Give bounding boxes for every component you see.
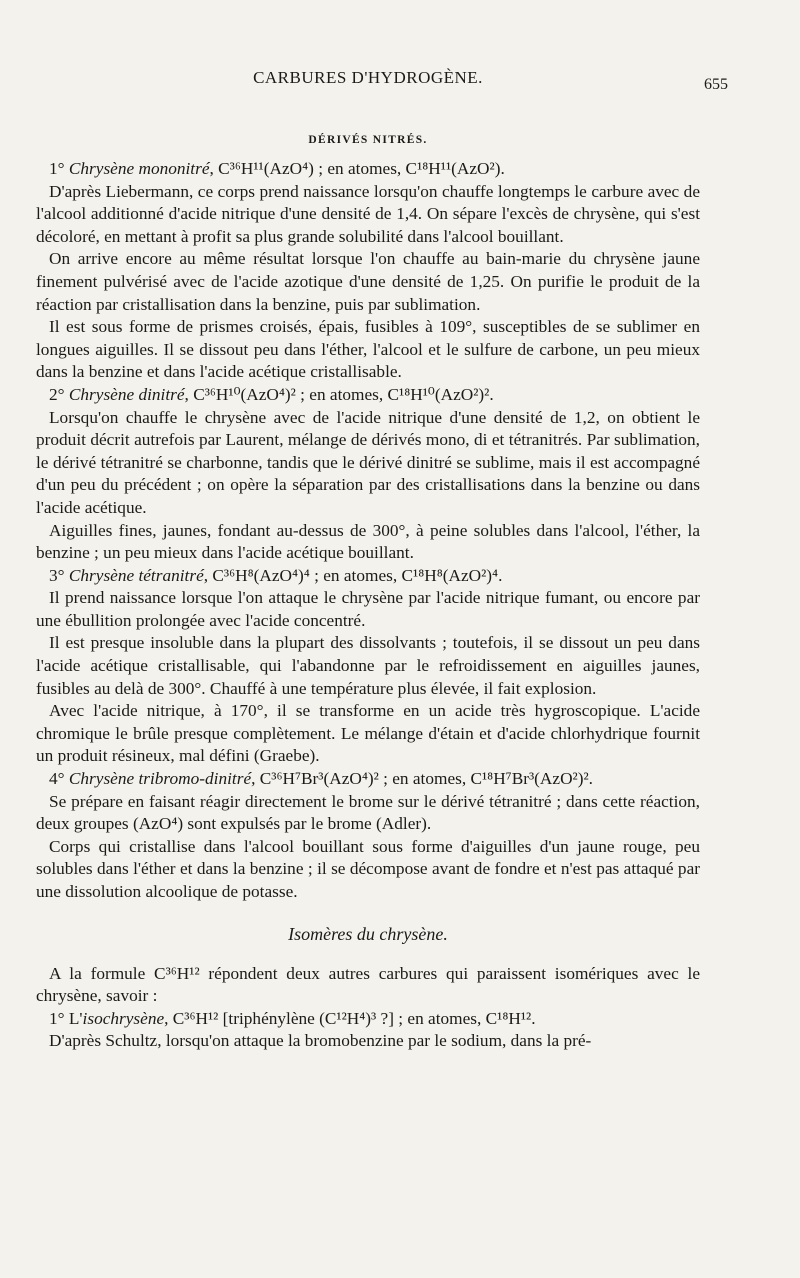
paragraph-text: Aiguilles fines, jaunes, fondant au-dessus de 300°, à peine solubles dans l'alcool, l'éther, la benzine ; un peu mieux dans l'acide acétique bouillant. [36,520,700,563]
paragraph-text: Il est sous forme de prismes croisés, épais, fusibles à 109°, susceptibles de se sublimer en longues aiguilles. Il se dissout peu dans l'éther, l'alcool et le sulfure de carbone, un peu mieux dans la benzine et dans l'acide acétique cristallisable. [36,317,700,382]
paragraph-text: , C³⁶H¹¹(AzO⁴) ; en atomes, C¹⁸H¹¹(AzO²). [209,159,505,178]
paragraph [36,836,700,904]
paragraph-text: , C³⁶H⁸(AzO⁴)⁴ ; en atomes, C¹⁸H⁸(AzO²)⁴. [203,565,503,585]
paragraph [36,791,700,836]
paragraph [36,587,700,632]
paragraph [36,520,700,565]
paragraph [36,158,700,181]
paragraph [36,1030,700,1053]
section-body [36,158,700,904]
paragraph-text: , C³⁶H⁷Br³(AzO⁴)² ; en atomes, C¹⁸H⁷Br³(AzO²)². [251,769,593,789]
compound-name: isochrysène [82,1008,165,1028]
compound-name: Chrysène tétranitré [68,565,204,585]
subheading: Isomères du chrysène. [288,923,448,944]
paragraph-text: Lorsqu'on chauffe le chrysène avec de l'acide nitrique d'une densité de 1,2, on obtient le produit décrit autrefois par Laurent, mélange de dérivés mono, di et tétranitrés. Par sublimation, le dérivé tétranitré se charbonne, tandis que le dérivé dinitré se sublime, mais il est accompagné d'un peu du précédent ; on opère la séparation par des cristallisations dans la benzine ou dans l'acide acétique. [36,407,700,517]
compound-name: Chrysène tribromo-dinitré [68,769,252,789]
paragraph [36,316,700,384]
isomers-body [36,963,700,1053]
paragraph-text: D'après Liebermann, ce corps prend naissance lorsqu'on chauffe longtemps le carbure avec de l'alcool additionné d'acide nitrique d'une densité de 1,4. On sépare l'excès de chrysène, qui s'est décoloré, en mettant à profit sa plus grande solubilité dans l'alcool bouillant. [36,181,700,246]
page [36,60,728,1053]
page-header [36,60,728,93]
paragraph-text: On arrive encore au même résultat lorsque l'on chauffe au bain-marie du chrysène jaune finement pulvérisé avec de l'acide azotique d'une densité de 1,25. On purifie le produit de la réaction par cristallisation dans la benzine, puis par sublimation. [36,249,700,314]
paragraph-text: Corps qui cristallise dans l'alcool bouillant sous forme d'aiguilles d'un jaune rouge, peu solubles dans l'éther et dans la benzine ; il se décompose avant de fondre et n'est pas attaqué par une dissolution alcoolique de potasse. [36,836,700,901]
paragraph [36,700,700,768]
paragraph-text: Il est presque insoluble dans la plupart des dissolvants ; toutefois, il se dissout un peu dans l'acide acétique cristallisable, qui l'abandonne par le refroidissement en aiguilles jaunes, fusibles au delà de 300°. Chauffé à une température plus élevée, il fait explosion. [36,633,700,698]
item-number: 3° [49,565,69,585]
paragraph [36,1008,700,1031]
item-number: 1° [49,159,69,178]
paragraph-text: A la formule C³⁶H¹² répondent deux autres carbures qui paraissent isomériques avec le chrysène, savoir : [36,963,700,1006]
paragraph-text: , C³⁶H¹⁰(AzO⁴)² ; en atomes, C¹⁸H¹⁰(AzO²)². [184,384,494,404]
paragraph-text: Avec l'acide nitrique, à 170°, il se transforme en un acide très hygroscopique. L'acide chromique le brûle presque complètement. Le mélange d'étain et d'acide chlorhydrique fournit un produit résineux, mal défini (Graebe). [36,701,700,766]
paragraph [36,181,700,249]
paragraph [36,565,700,588]
paragraph-text: D'après Schultz, lorsqu'on attaque la bromobenzine par le sodium, dans la pré- [49,1031,592,1051]
item-number: 1° L' [49,1008,83,1028]
paragraph-text: , C³⁶H¹² [triphénylène (C¹²H⁴)³ ?] ; en atomes, C¹⁸H¹². [164,1008,536,1028]
running-title: CARBURES D'HYDROGÈNE. [253,68,483,87]
item-number: 4° [49,769,69,789]
paragraph [36,384,700,407]
paragraph [36,963,700,1008]
paragraph [36,407,700,520]
paragraph [36,248,700,316]
compound-name: Chrysène dinitré [68,384,185,404]
paragraph [36,768,700,791]
section-heading: DÉRIVÉS NITRÉS. [308,134,428,146]
paragraph [36,632,700,700]
page-number: 655 [704,76,728,93]
paragraph-text: Se prépare en faisant réagir directement le brome sur le dérivé tétranitré ; dans cette réaction, deux groupes (AzO⁴) sont expulsés par le brome (Adler). [36,791,700,834]
paragraph-text: Il prend naissance lorsque l'on attaque le chrysène par l'acide nitrique fumant, ou encore par une ébullition prolongée avec l'acide concentré. [36,588,700,630]
item-number: 2° [49,384,69,404]
compound-name: Chrysène mononitré [68,159,210,178]
